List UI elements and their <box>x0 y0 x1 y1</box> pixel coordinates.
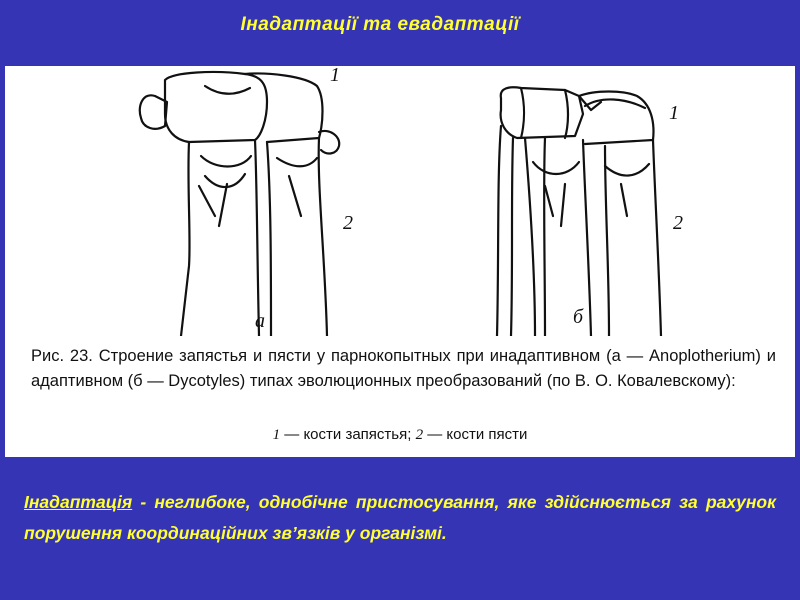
marker-1-right: 1 <box>669 102 679 124</box>
definition-text: - неглибоке, однобічне пристосування, яке здійснюється за рахунок порушення координаційних зв’язків у організмі. <box>24 492 776 543</box>
legend-number-2: 2 <box>415 427 424 443</box>
caption-prefix: Рис. 23. <box>31 347 93 365</box>
definition-term: Інадаптація <box>24 492 133 512</box>
figure-label-a: а <box>255 310 265 332</box>
legend-number-1: 1 <box>272 427 281 443</box>
figure-b-drawing <box>497 87 661 336</box>
definition-paragraph <box>24 487 776 549</box>
marker-2-left: 2 <box>343 212 353 234</box>
legend-text-2: — кости пясти <box>427 426 528 443</box>
figure-a-drawing <box>140 72 339 336</box>
figure-caption <box>31 344 776 394</box>
slide-title: Інадаптації та евадаптації <box>240 14 520 35</box>
figure-label-b: б <box>573 306 584 328</box>
marker-2-right: 2 <box>673 212 683 234</box>
figure-panel <box>5 66 795 457</box>
figure-legend <box>5 426 795 444</box>
legend-text-1: — кости запястья; <box>284 426 412 443</box>
marker-1-left: 1 <box>330 64 340 86</box>
caption-text: Строение запястья и пясти у парнокопытных при инадаптивном (а — Anoplotherium) и адаптивном (б — Dycotyles) типах эволюционных преобразований (по В. О. Ковалевскому): <box>31 347 777 390</box>
